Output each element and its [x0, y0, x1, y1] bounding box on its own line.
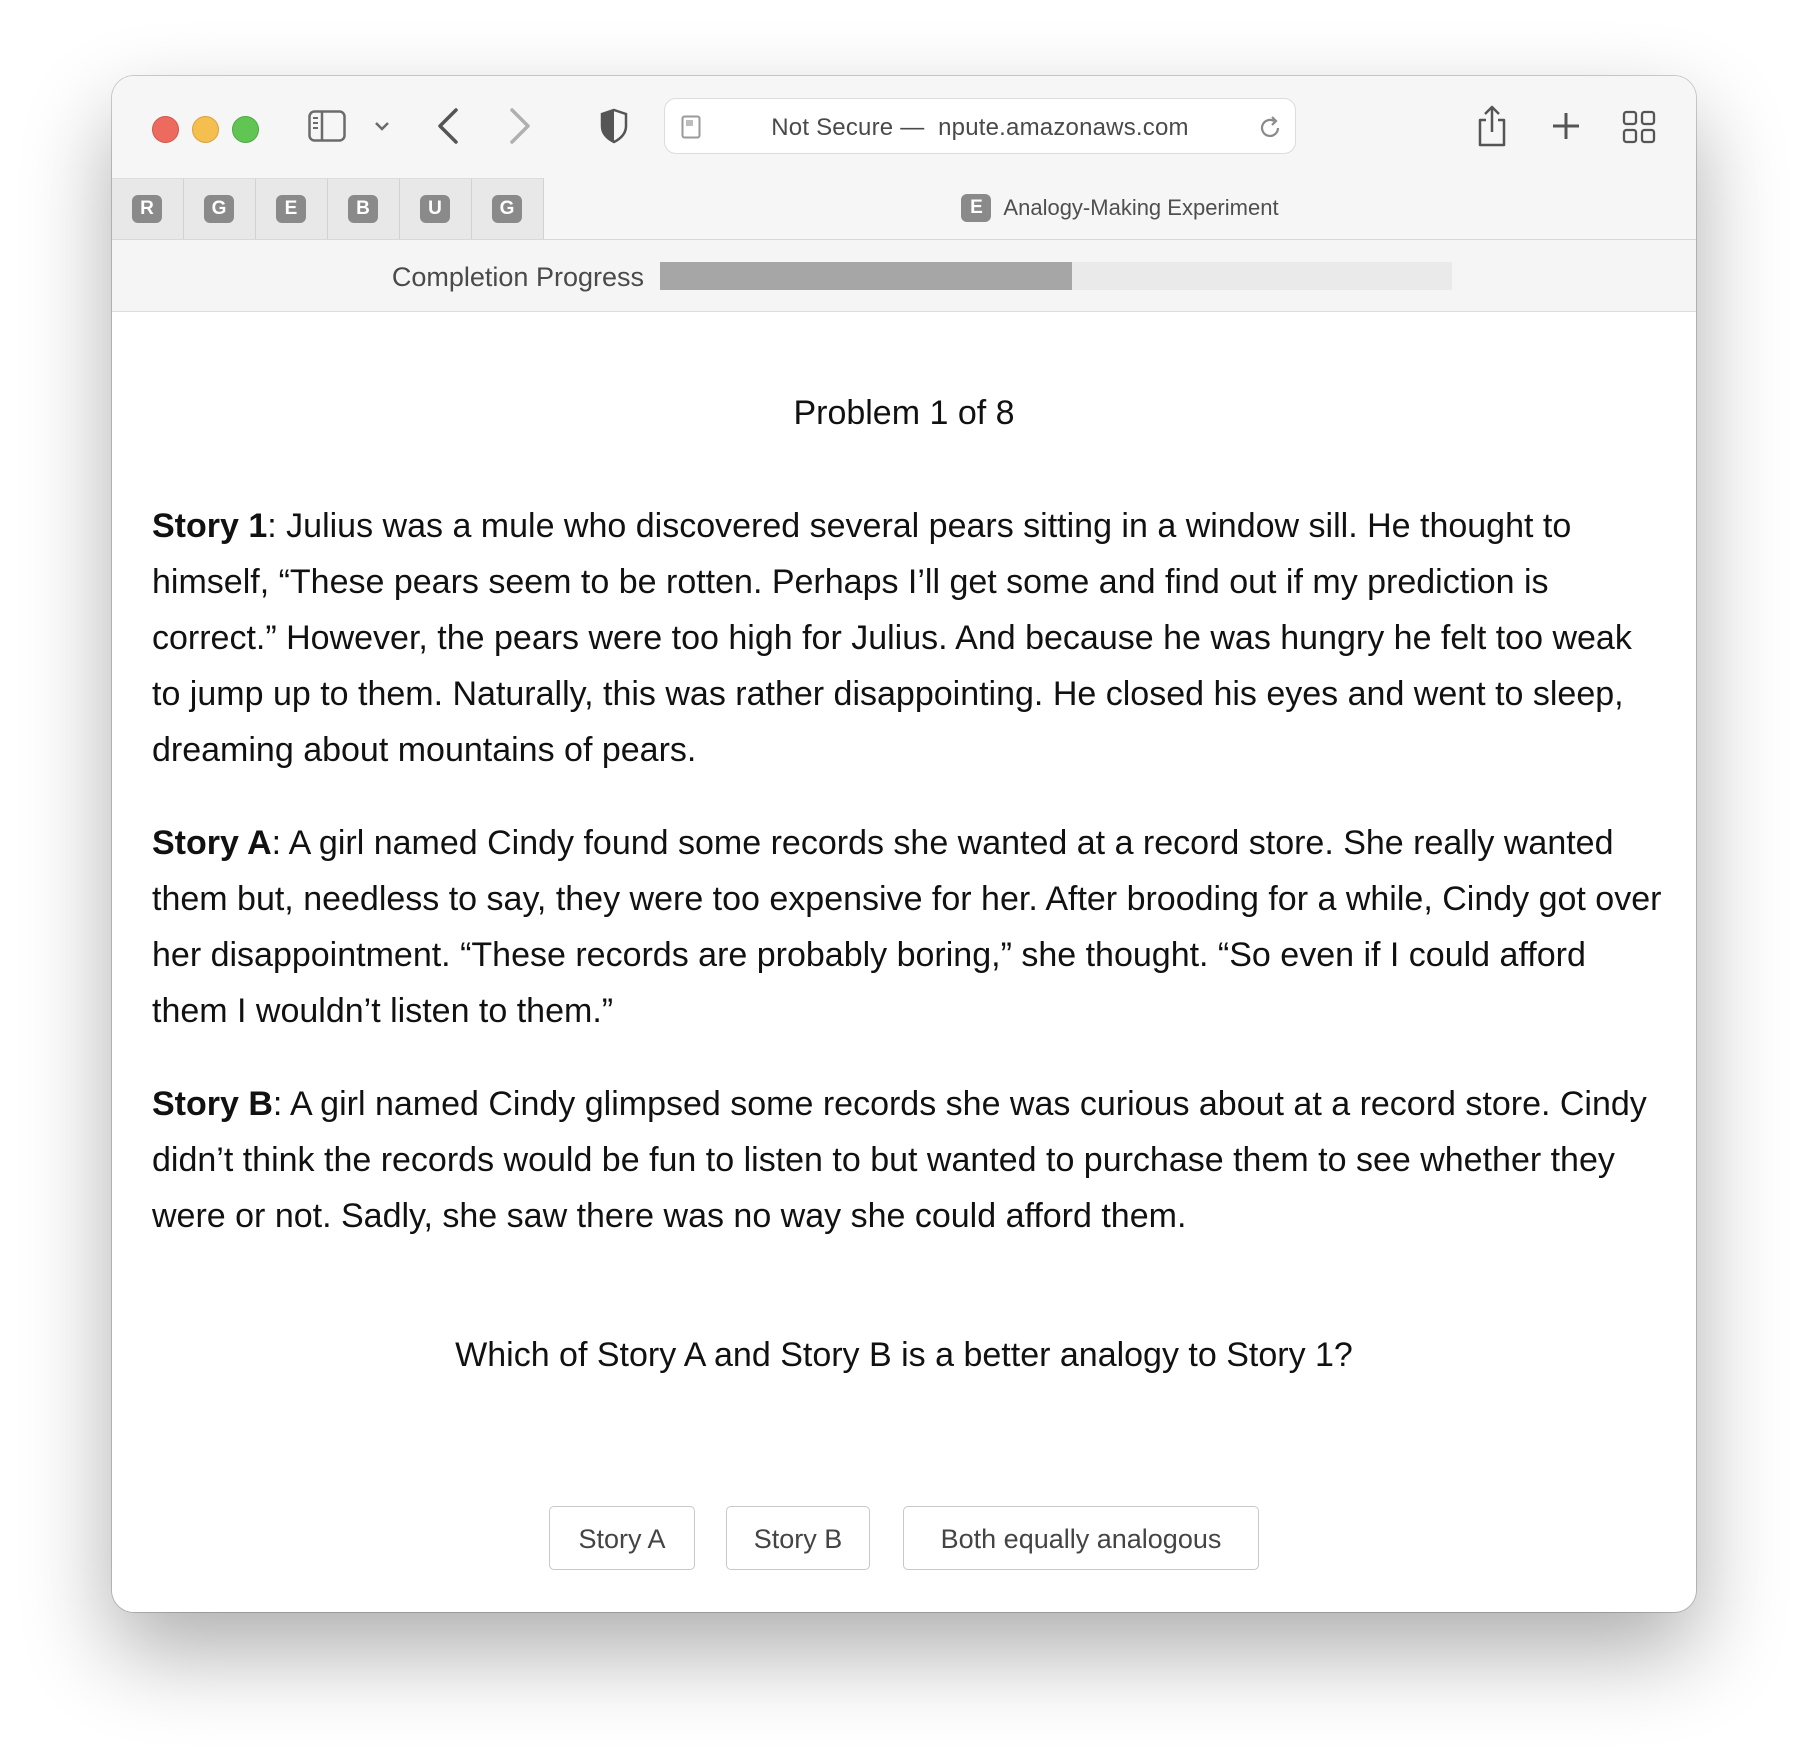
problem-title: Problem 1 of 8: [793, 394, 1015, 432]
both-equally-analogous-button[interactable]: Both equally analogous: [903, 1506, 1259, 1570]
zoom-window-button[interactable]: [232, 116, 259, 143]
story-text: : Julius was a mule who discovered several pears sitting in a window sill. He thought to himself, “These pears seem to be rotten. Perhaps I’ll get some and find out if my prediction is correct.” However, the pears were too high for Julius. And because he was hungry he felt too weak to jump up to them. Naturally, this was rather disappointing. He closed his eyes and went to sleep, dreaming about mountains of pears.: [152, 507, 1632, 769]
browser-window: [112, 76, 1696, 1612]
story-a-button[interactable]: Story A: [549, 1506, 695, 1570]
pinned-tab[interactable]: [184, 179, 256, 239]
story-label: Story B: [152, 1085, 273, 1123]
tab-favicon: G: [492, 195, 522, 223]
active-tab[interactable]: [544, 178, 1696, 239]
active-tab-title: Analogy-Making Experiment: [1003, 195, 1279, 220]
plus-icon[interactable]: [1550, 110, 1582, 142]
chevron-down-icon[interactable]: [374, 120, 390, 132]
tab-favicon: E: [276, 195, 306, 223]
story-text: : A girl named Cindy glimpsed some records she was curious about at a record store. Cindy didn’t think the records would be fun to listen to but wanted to purchase them to see whether they were or not. Sadly, she saw there was no way she could afford them.: [152, 1085, 1647, 1235]
completion-progress-bar: [112, 240, 1696, 312]
pinned-tab[interactable]: [400, 179, 472, 239]
reload-icon[interactable]: [1257, 115, 1283, 141]
story-label: Story 1: [152, 507, 268, 545]
pinned-tab[interactable]: [256, 179, 328, 239]
sidebar-icon[interactable]: [308, 110, 346, 142]
tab-favicon: B: [348, 195, 378, 223]
story-b-button[interactable]: Story B: [726, 1506, 870, 1570]
progress-fill: [660, 262, 1072, 290]
back-icon[interactable]: [436, 106, 460, 146]
tab-overview-icon[interactable]: [1622, 110, 1656, 144]
pinned-tab[interactable]: [112, 179, 184, 239]
forward-icon[interactable]: [508, 106, 532, 146]
story-1: [152, 498, 1662, 778]
share-icon[interactable]: [1474, 104, 1510, 148]
active-tab-favicon: E: [961, 194, 991, 222]
story-b: [152, 1076, 1662, 1244]
story-a: [152, 815, 1662, 1039]
question-text: Which of Story A and Story B is a better analogy to Story 1?: [455, 1336, 1353, 1374]
shield-icon[interactable]: [599, 108, 629, 144]
browser-toolbar: [112, 76, 1696, 178]
story-text: : A girl named Cindy found some records she wanted at a record store. She really wanted them but, needless to say, they were too expensive for her. After brooding for a while, Cindy got over her disappointment. “These records are probably boring,” she thought. “So even if I could afford them I wouldn’t listen to them.”: [152, 824, 1662, 1030]
pinned-tabs: [112, 178, 544, 239]
experiment-content: [112, 312, 1696, 1612]
close-window-button[interactable]: [152, 116, 179, 143]
tab-bar: [112, 178, 1696, 240]
address-bar[interactable]: [664, 98, 1296, 154]
pinned-tab[interactable]: [328, 179, 400, 239]
progress-label: Completion Progress: [391, 262, 644, 292]
address-text: Not Secure — npute.amazonaws.com: [771, 114, 1189, 141]
story-label: Story A: [152, 824, 272, 862]
tab-favicon: R: [132, 195, 162, 223]
tab-favicon: U: [420, 195, 450, 223]
pinned-tab[interactable]: [472, 179, 544, 239]
progress-track: [660, 262, 1452, 290]
minimize-window-button[interactable]: [192, 116, 219, 143]
tab-favicon: G: [204, 195, 234, 223]
